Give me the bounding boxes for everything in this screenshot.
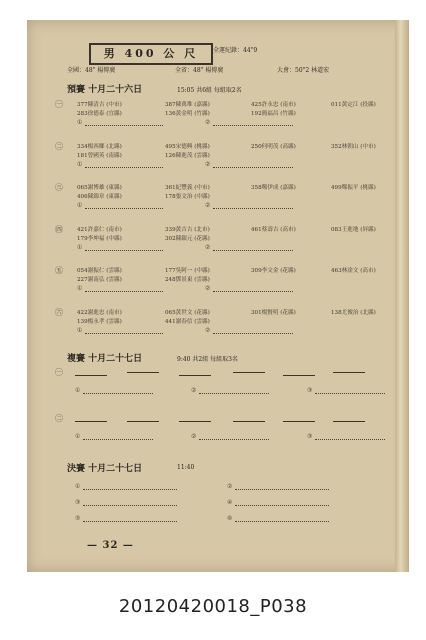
entry: 309李文金 (花縣): [251, 268, 296, 274]
result-line: [199, 393, 269, 394]
record-national: 全國：48" 楊傳廣: [67, 67, 116, 74]
record-province: 全省：48" 楊傳廣: [175, 67, 224, 74]
entry: 083王進地 (屏縣): [331, 226, 376, 233]
entry: 179李坤福 (中縣): [77, 235, 122, 242]
result-line: [83, 521, 177, 522]
entry: 499鄭振平 (桃縣): [331, 185, 376, 191]
national-record: 全運紀錄：44"9: [213, 47, 258, 54]
entry: 301楊賢明 (花縣): [251, 309, 296, 316]
result-line: [85, 250, 163, 251]
entry: 136黃金明 (竹縣): [165, 111, 210, 117]
entry: 352林朝山 (中市): [331, 143, 376, 150]
result-slot: ①: [75, 387, 81, 394]
lane-line: [127, 421, 159, 422]
result-line: [235, 489, 329, 490]
result-line: [199, 439, 269, 440]
lane-line: [233, 421, 265, 422]
entry: 054謝振仁 (雲縣): [77, 268, 122, 274]
entry: 387陳萬堆 (嘉縣): [165, 102, 210, 108]
entry: 358鄭伊成 (嘉縣): [251, 185, 296, 191]
entry: 178張文治 (中縣): [165, 194, 210, 200]
result-line: [83, 393, 153, 394]
result-line: [235, 505, 329, 506]
result-slot: ②: [205, 326, 211, 334]
lane-line: [75, 421, 107, 422]
entry: 138尤俊治 (北縣): [331, 309, 376, 316]
page-spine: [395, 20, 409, 572]
result-slot: ①: [75, 433, 81, 440]
entry: 181曾國英 (南縣): [77, 152, 122, 159]
entry: 065謝博雄 (東縣): [77, 185, 122, 191]
result-line: [213, 167, 293, 168]
entry: 302陳銀元 (花縣): [165, 235, 210, 242]
result-slot: ①: [77, 326, 83, 334]
result-line: [213, 250, 293, 251]
result-line: [213, 208, 293, 209]
entry: 425許永忠 (南市): [251, 102, 296, 108]
result-slot: ①: [77, 160, 83, 168]
result-slot: ③: [75, 499, 81, 506]
result-slot: ①: [77, 202, 83, 209]
lane-line: [179, 421, 211, 422]
group-mark: ㊁: [55, 414, 63, 423]
final-note: 11:40: [177, 464, 195, 471]
entry: 422謝進忠 (南市): [77, 309, 122, 316]
result-slot: ①: [77, 119, 83, 126]
program-page: [27, 20, 409, 572]
group-mark: ㊀: [55, 100, 63, 109]
result-slot: ④: [227, 499, 233, 506]
semis-label: 複賽 十月二十七日: [67, 354, 143, 364]
result-slot: ②: [205, 243, 211, 251]
entry: 248鄧景東 (雲縣): [165, 277, 210, 283]
record-meet: 大會：50"2 林道宏: [277, 67, 330, 74]
lane-line: [127, 372, 159, 373]
lane-line: [179, 375, 211, 376]
entry: 011黃定江 (投縣): [331, 102, 376, 108]
group-mark: ㊁: [55, 141, 63, 151]
entry: 192簡福昌 (竹縣): [251, 111, 296, 117]
lane-line: [283, 375, 315, 376]
lane-line: [75, 375, 107, 376]
result-slot: ②: [205, 202, 211, 209]
result-slot: ①: [77, 285, 83, 292]
page-number: — 32 —: [87, 540, 134, 551]
result-slot: ②: [205, 119, 211, 126]
group-mark: ㊃: [55, 224, 63, 234]
result-line: [213, 291, 293, 292]
entry: 406陳錦章 (東縣): [77, 194, 122, 200]
lane-line: [233, 372, 265, 373]
result-slot: ③: [307, 433, 313, 440]
entry: 421許嘉仁 (南市): [77, 226, 122, 233]
entry: 283徐德泰 (宜縣): [77, 111, 122, 117]
result-line: [213, 333, 293, 334]
lane-line: [333, 421, 365, 422]
lane-line: [333, 372, 365, 373]
result-line: [315, 393, 385, 394]
heats-label: 預賽 十月二十六日: [67, 85, 143, 95]
group-mark: ㊅: [55, 307, 63, 317]
result-line: [85, 291, 163, 292]
group-mark: ㊄: [55, 266, 63, 275]
result-slot: ⑥: [227, 515, 233, 522]
result-line: [85, 333, 163, 334]
result-slot: ①: [77, 243, 83, 251]
entry: 377陳清吉 (中市): [77, 102, 122, 108]
result-line: [85, 208, 163, 209]
entry: 139楊永孝 (雲縣): [77, 318, 122, 325]
entry: 065黃世文 (花縣): [165, 309, 210, 316]
result-line: [315, 439, 385, 440]
entry: 126陳進茂 (雲縣): [165, 152, 210, 159]
entry: 227謝南弘 (雲縣): [77, 277, 122, 283]
result-slot: ②: [205, 285, 211, 292]
result-slot: ①: [75, 483, 81, 490]
result-line: [83, 505, 177, 506]
image-caption: 20120420018_P038: [118, 596, 308, 617]
result-line: [213, 125, 293, 126]
result-slot: ②: [191, 433, 197, 440]
result-line: [85, 125, 163, 126]
group-mark: ㊀: [55, 368, 63, 377]
result-slot: ③: [307, 387, 313, 394]
entry: 441謝春信 (雲縣): [165, 318, 210, 325]
group-mark: ㊂: [55, 183, 63, 192]
entry: 339黃吉吉 (北市): [165, 226, 210, 233]
lane-line: [283, 421, 315, 422]
result-line: [83, 439, 153, 440]
final-label: 決賽 十月二十七日: [67, 464, 143, 474]
entry: 463林淦文 (高市): [331, 268, 376, 274]
result-line: [85, 167, 163, 168]
result-line: [83, 489, 177, 490]
event-title: 男 400 公 尺: [89, 43, 213, 65]
result-slot: ②: [191, 387, 197, 394]
result-slot: ②: [205, 160, 211, 168]
entry: 461蔡壽吉 (高市): [251, 226, 296, 233]
entry: 361紀豐義 (中市): [165, 185, 210, 191]
heats-note: 15:05 共6組 每組取2名: [177, 87, 242, 94]
entry: 177吳阿一 (中縣): [165, 268, 210, 274]
result-line: [235, 521, 329, 522]
result-slot: ⑤: [75, 515, 81, 522]
semis-note: 9:40 共2組 每組取3名: [177, 356, 238, 363]
entry: 250何明茂 (高縣): [251, 143, 296, 150]
entry: 334楊西鄉 (北縣): [77, 143, 122, 150]
entry: 495宋德興 (桃縣): [165, 143, 210, 150]
result-slot: ②: [227, 483, 233, 490]
